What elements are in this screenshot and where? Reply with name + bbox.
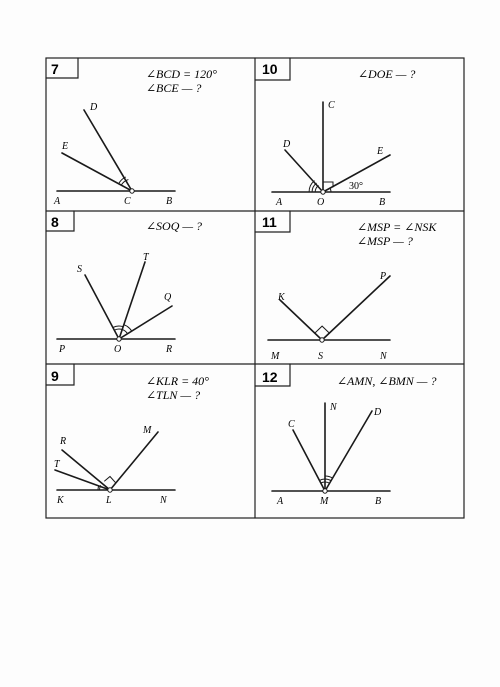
point-label: E — [377, 146, 384, 157]
point-label: T — [143, 252, 149, 263]
grid — [46, 58, 464, 518]
angle-label: 30° — [349, 181, 363, 192]
condition-2: ∠BCE — ? — [146, 81, 202, 95]
point-label: M — [271, 351, 280, 362]
point-label: A — [277, 496, 284, 507]
condition-2: ∠TLN — ? — [146, 388, 201, 402]
problem-11 — [262, 214, 437, 362]
problem-number: 8 — [51, 214, 59, 230]
point-label: P — [59, 344, 66, 355]
problem-9 — [51, 368, 209, 506]
point-label: R — [60, 436, 67, 447]
problem-number: 12 — [262, 369, 278, 385]
point-label: E — [62, 141, 69, 152]
point-label: B — [166, 196, 173, 207]
condition-2: ∠MSP — ? — [357, 234, 413, 248]
point-label: A — [54, 196, 61, 207]
condition-1: ∠KLR = 40° — [146, 374, 209, 388]
condition-1: ∠BCD = 120° — [146, 67, 217, 81]
condition-1: ∠SOQ — ? — [146, 219, 203, 233]
point-label: S — [318, 351, 323, 362]
point-label: D — [90, 102, 98, 113]
point-label: C — [328, 100, 335, 111]
point-label: M — [143, 425, 152, 436]
problem-number: 11 — [262, 214, 277, 230]
problem-10 — [262, 61, 415, 208]
problem-number: 7 — [51, 61, 59, 77]
condition-1: ∠DOE — ? — [358, 67, 416, 81]
condition-1: ∠MSP = ∠NSK — [357, 220, 437, 234]
point-label: K — [57, 495, 64, 506]
problem-12 — [262, 369, 436, 507]
point-label: A — [276, 197, 283, 208]
problem-7 — [51, 61, 217, 207]
point-label: N — [330, 402, 337, 413]
point-label: O — [317, 197, 325, 208]
point-label: P — [380, 271, 387, 282]
problem-8 — [51, 214, 202, 355]
point-label: O — [114, 344, 122, 355]
point-label: C — [288, 419, 295, 430]
point-label: C — [124, 196, 131, 207]
condition-1: ∠AMN, ∠BMN — ? — [337, 374, 437, 388]
point-label: K — [278, 292, 285, 303]
problem-number: 10 — [262, 61, 278, 77]
point-label: B — [379, 197, 386, 208]
point-label: N — [380, 351, 387, 362]
point-label: N — [160, 495, 167, 506]
problem-number: 9 — [51, 368, 59, 384]
point-label: T — [54, 459, 60, 470]
point-label: L — [106, 495, 112, 506]
point-label: D — [283, 139, 291, 150]
point-label: Q — [164, 292, 172, 303]
point-label: B — [375, 496, 382, 507]
point-label: D — [374, 407, 382, 418]
point-label: R — [166, 344, 173, 355]
point-label: S — [77, 264, 82, 275]
point-label: M — [320, 496, 329, 507]
